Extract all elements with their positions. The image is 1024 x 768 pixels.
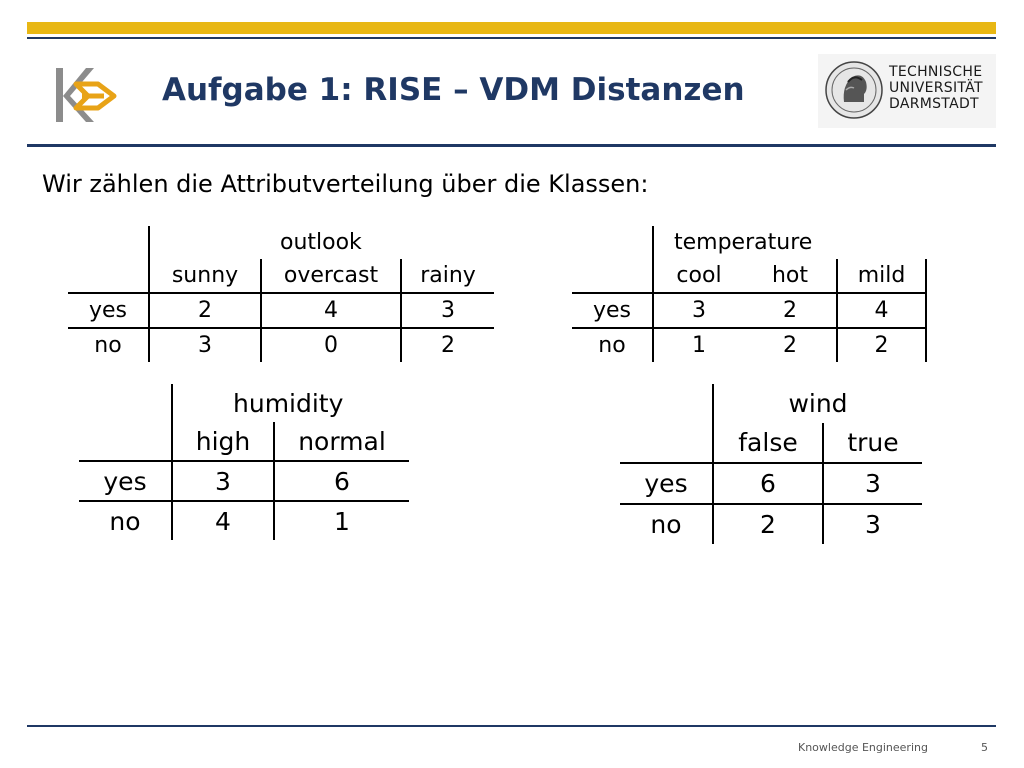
count-cell: 3 — [149, 328, 261, 362]
column-header: hot — [744, 259, 837, 293]
table-row — [572, 328, 926, 362]
outlook-table — [68, 226, 494, 362]
count-cell: 1 — [274, 501, 409, 540]
count-cell: 2 — [837, 328, 926, 362]
attribute-row — [79, 384, 409, 422]
class-label: no — [109, 506, 141, 536]
table-row — [79, 501, 409, 540]
university-name — [889, 64, 983, 112]
count-cell: 2 — [401, 328, 494, 362]
page-number: 5 — [981, 741, 988, 754]
class-label: yes — [79, 461, 172, 501]
column-header: mild — [837, 259, 926, 293]
attribute-name: outlook — [149, 226, 494, 259]
top-navy-rule — [27, 37, 996, 39]
university-name-line-1: TECHNISCHE — [889, 64, 983, 80]
count-cell: 3 — [401, 293, 494, 328]
column-header: normal — [274, 422, 409, 461]
intro-text: Wir zählen die Attributverteilung über die Klassen: — [42, 170, 649, 198]
slide-title: Aufgabe 1: RISE – VDM Distanzen — [162, 72, 745, 108]
value-header-row — [620, 423, 922, 463]
count-cell: 4 — [261, 293, 401, 328]
class-label: no — [94, 333, 122, 358]
table-row — [620, 463, 922, 504]
count-cell: 2 — [744, 293, 837, 328]
count-cell: 6 — [274, 461, 409, 501]
count-cell: 2 — [149, 293, 261, 328]
tu-darmstadt-seal-icon — [824, 60, 884, 120]
count-cell: 0 — [261, 328, 401, 362]
temperature-table — [572, 226, 927, 362]
column-header: cool — [653, 259, 744, 293]
class-label: no — [650, 510, 682, 539]
attribute-row — [68, 226, 494, 259]
top-gold-bar — [27, 22, 996, 34]
wind-table — [620, 384, 922, 544]
humidity-table — [79, 384, 409, 540]
column-header: sunny — [149, 259, 261, 293]
count-cell: 4 — [172, 501, 274, 540]
count-cell: 2 — [783, 333, 797, 358]
count-cell: 3 — [653, 293, 744, 328]
column-header: high — [172, 422, 274, 461]
table-row — [620, 504, 922, 544]
count-cell: 4 — [837, 293, 926, 328]
attribute-name: humidity — [172, 384, 409, 422]
attribute-name: temperature — [653, 226, 926, 259]
attribute-row — [620, 384, 922, 423]
title-rule — [27, 144, 996, 147]
university-name-line-2: UNIVERSITÄT — [889, 80, 983, 96]
class-label: yes — [68, 293, 149, 328]
footer-rule — [27, 725, 996, 727]
count-cell: 6 — [713, 463, 823, 504]
column-header: true — [823, 423, 922, 463]
table-row — [68, 328, 494, 362]
count-cell: 1 — [653, 328, 744, 362]
university-logo — [818, 54, 996, 128]
count-cell: 2 — [713, 504, 823, 544]
university-name-line-3: DARMSTADT — [889, 96, 979, 112]
class-label: yes — [572, 293, 653, 328]
column-header: rainy — [401, 259, 494, 293]
value-header-row — [68, 259, 494, 293]
table-row — [572, 293, 926, 328]
attribute-name: wind — [713, 384, 922, 423]
column-header: false — [713, 423, 823, 463]
count-cell: 3 — [823, 463, 922, 504]
footer-label: Knowledge Engineering — [798, 741, 928, 754]
knowledge-engineering-logo-icon — [52, 66, 118, 124]
table-row — [79, 461, 409, 501]
column-header: overcast — [261, 259, 401, 293]
count-cell: 3 — [823, 504, 922, 544]
attribute-row — [572, 226, 926, 259]
table-row — [68, 293, 494, 328]
class-label: yes — [620, 463, 713, 504]
class-label: no — [598, 333, 626, 358]
value-header-row — [572, 259, 926, 293]
count-cell: 3 — [172, 461, 274, 501]
value-header-row — [79, 422, 409, 461]
